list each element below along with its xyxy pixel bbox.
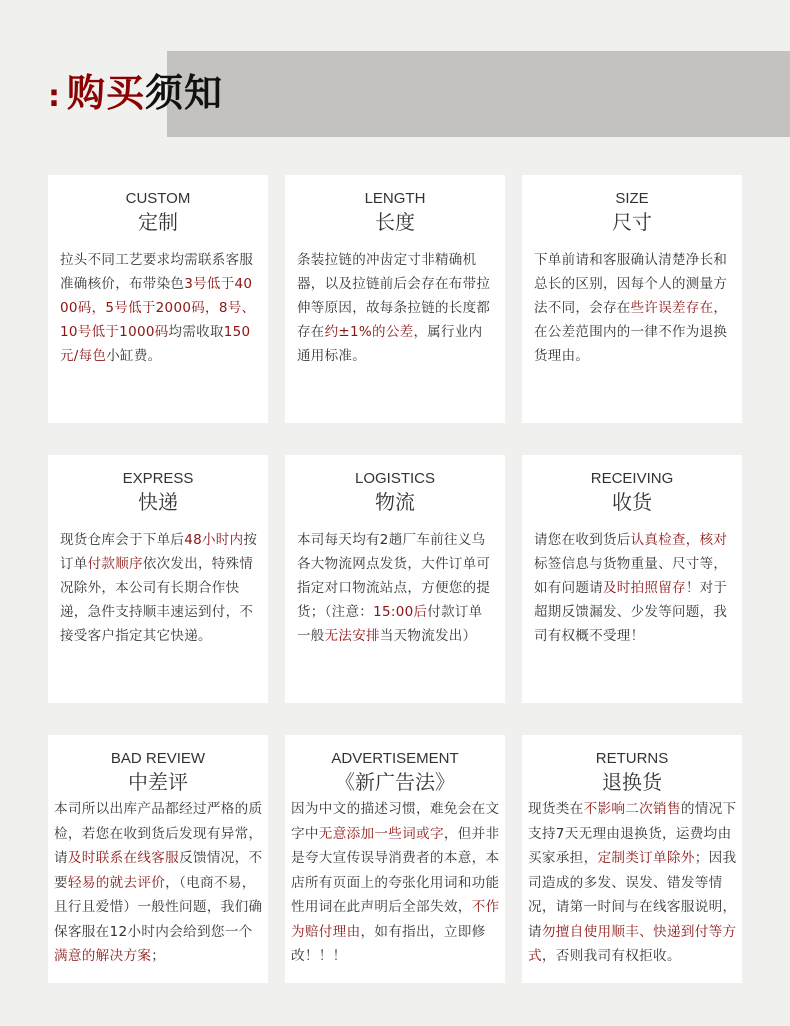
card-title-zh: 定制: [138, 210, 178, 234]
highlighted-text: 勿擅自使用顺丰、快递到付等方式: [528, 923, 737, 964]
highlighted-text: 150元/每色: [60, 324, 251, 364]
card-title-zh: 收货: [612, 490, 652, 514]
body-text: ，如有指出，立即修改！！！: [291, 923, 486, 964]
body-text: 现货类在: [528, 801, 584, 817]
body-text: ；因我司造成的多发、误发、错发等情况，请第一时间与在线客服说明，请: [528, 850, 737, 940]
body-text: 拉头不同工艺要求均需联系客服准确核价，布带染色: [60, 252, 254, 292]
body-text: ，但并非是夸大宣传误导消费者的本意，本店所有页面上的夸张化用词和功能性用词在此声明后全部失效，: [291, 825, 500, 915]
highlighted-text: 不影响二次销售: [583, 801, 681, 817]
body-text: 均需收取: [168, 324, 224, 340]
card-body: [285, 528, 505, 648]
highlighted-text: 无意添加一些词或字: [318, 825, 444, 842]
body-text: ，属行业内通用标准。: [297, 324, 483, 364]
body-text: 的情况下支持7天无理由退换货，运费均由买家承担，: [528, 801, 737, 866]
card-express: [48, 455, 268, 703]
body-text: ，在公差范围内的一律不作为退换货理由。: [534, 300, 728, 364]
highlighted-text: 及时拍照留存: [603, 580, 686, 596]
card-length: [285, 175, 505, 423]
highlighted-text: 无法安排: [324, 628, 380, 644]
title-colon: :: [48, 79, 61, 114]
card-body: [48, 797, 268, 969]
body-text: 付款订单一般: [297, 604, 483, 644]
card-title-zh: 《新广告法》: [335, 770, 455, 794]
body-text: 反馈情况，不要: [54, 850, 263, 891]
body-text: ！对于超期反馈漏发、少发等问题，我司有权概不受理！: [534, 580, 728, 644]
card-title-en: CUSTOM: [125, 190, 191, 207]
card-body: [522, 248, 742, 368]
title-banner-background: [167, 51, 790, 137]
card-title-zh: 长度: [375, 210, 415, 234]
highlighted-text: 约±1%的公差: [324, 324, 414, 340]
card-title-en: LOGISTICS: [354, 470, 436, 487]
body-text: ；: [151, 948, 166, 964]
body-text: ，（电商不易，且行且爱惜）一般性问题，我们确保客服在12小时内会给到您一个: [54, 874, 263, 940]
card-title-en: LENGTH: [364, 190, 426, 207]
card-size: [522, 175, 742, 423]
card-title-en: EXPRESS: [122, 470, 194, 487]
body-text: 现货仓库会于下单后: [60, 532, 185, 548]
highlighted-text: 48小时内: [184, 532, 244, 548]
card-receiving: [522, 455, 742, 703]
card-body: [48, 248, 268, 368]
card-title-zh: 退换货: [602, 770, 662, 794]
card-logistics: [285, 455, 505, 703]
body-text: 本司所以出库产品都经过严格的质检，若您在收到货后发现有异常，请: [54, 801, 263, 866]
card-body: [48, 528, 268, 648]
card-body: [285, 248, 505, 368]
card-title-en: RETURNS: [595, 750, 669, 767]
card-title-en: RECEIVING: [590, 470, 674, 487]
highlighted-text: 轻易的就去评价: [67, 874, 166, 891]
card-title-en: ADVERTISEMENT: [331, 750, 459, 767]
body-text: 当天物流发出）: [379, 628, 477, 644]
card-body: [522, 528, 742, 648]
body-text: 按订单: [60, 532, 258, 572]
card-custom: [48, 175, 268, 423]
body-text: 标签信息与货物重量、尺寸等，如有问题请: [534, 556, 728, 596]
highlighted-text: 不作为赔付理由: [291, 899, 500, 940]
highlighted-text: 及时联系在线客服: [67, 850, 180, 866]
card-title-zh: 快递: [138, 490, 178, 514]
card-title-zh: 尺寸: [612, 210, 652, 234]
body-text: 本司每天均有2趟厂车前往义乌各大物流网点发货，大件订单可指定对口物流站点，方便您的提货；（注意：: [297, 532, 491, 620]
card-title-zh: 中差评: [128, 770, 188, 794]
card-title-en: BAD REVIEW: [110, 750, 206, 767]
body-text: ，否则我司有权拒收。: [541, 948, 681, 964]
page-title: [48, 68, 223, 118]
body-text: 下单前请和客服确认清楚净长和总长的区别，因每个人的测量方法不同，会存在: [534, 252, 728, 316]
title-red-part: 购买: [67, 71, 146, 115]
body-text: 请您在收到货后: [534, 532, 631, 548]
highlighted-text: 付款顺序: [87, 556, 143, 572]
highlighted-text: 3号低于4000码，5号低于2000码，8号、10号低于1000码: [60, 276, 256, 340]
highlighted-text: 15:00后: [373, 604, 428, 620]
card-body: [522, 797, 742, 969]
card-title-en: SIZE: [615, 190, 649, 207]
card-body: [285, 797, 505, 969]
card-advertisement: [285, 735, 505, 983]
body-text: 小缸费。: [106, 348, 162, 364]
card-title-zh: 物流: [375, 490, 415, 514]
highlighted-text: 定制类订单除外: [597, 850, 695, 866]
body-text: 依次发出，特殊情况除外，本公司有长期合作快递，急件支持顺丰速运到付，不接受客户指定其它快递。: [60, 556, 254, 644]
card-bad-review: [48, 735, 268, 983]
body-text: 条装拉链的冲齿定寸非精确机器，以及拉链前后会存在布带拉伸等原因，故每条拉链的长度都存在: [297, 252, 491, 340]
highlighted-text: 些许误差存在: [630, 300, 714, 316]
card-returns: [522, 735, 742, 983]
highlighted-text: 满意的解决方案: [54, 948, 152, 964]
title-black-part: 须知: [145, 71, 224, 115]
highlighted-text: 认真检查，核对: [630, 532, 728, 548]
body-text: 因为中文的描述习惯，难免会在文字中: [291, 801, 500, 842]
